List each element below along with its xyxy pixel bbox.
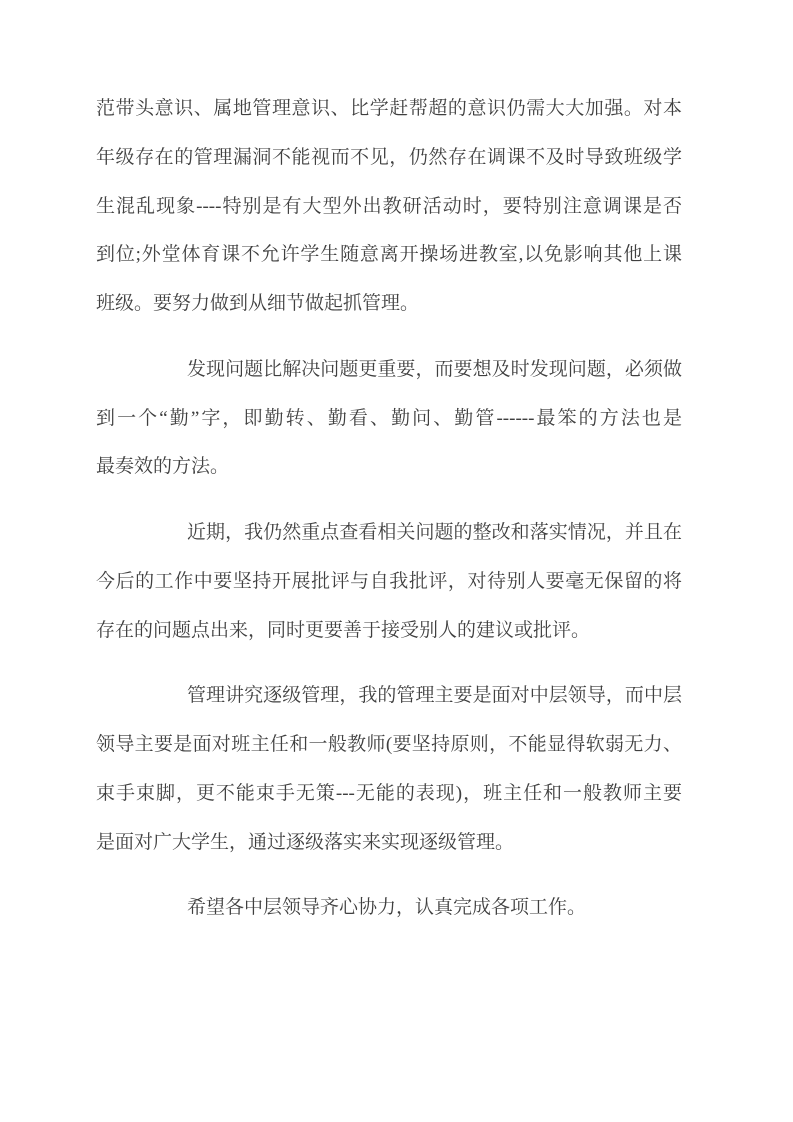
text-line: 是面对广大学生，通过逐级落实来实现逐级管理。: [96, 831, 515, 853]
text-line: 最奏效的方法。: [96, 456, 230, 478]
text-line: 班级。要努力做到从细节做起抓管理。: [96, 293, 420, 314]
text-line: 生混乱现象----特别是有大型外出教研活动时，要特别注意调课是否: [96, 195, 682, 217]
text-line: 今后的工作中要坚持开展批评与自我批评，对待别人要毫无保留的将: [96, 570, 682, 592]
text-line: 到一个“勤”字，即勤转、勤看、勤问、勤管------最笨的方法也是: [96, 407, 682, 429]
document-body: [96, 85, 682, 950]
paragraph-2: [96, 346, 682, 492]
text-line: 束手束脚，更不能束手无策---无能的表现)，班主任和一般教师主要: [96, 782, 682, 804]
text-line: 近期，我仍然重点查看相关问题的整改和落实情况，并且在: [187, 522, 682, 543]
text-line: 范带头意识、属地管理意识、比学赶帮超的意识仍需大大加强。对本: [96, 98, 682, 119]
text-line: 希望各中层领导齐心协力，认真完成各项工作。: [187, 897, 587, 919]
text-line: 领导主要是面对班主任和一般教师(要坚持原则，不能显得软弱无力、: [96, 734, 682, 755]
paragraph-5: [96, 884, 682, 933]
paragraph-3: [96, 509, 682, 655]
paragraph-1: [96, 85, 682, 329]
text-line: 年级存在的管理漏洞不能视而不见，仍然存在调课不及时导致班级学: [96, 146, 682, 168]
text-line: 到位;外堂体育课不允许学生随意离开操场进教室,以免影响其他上课: [96, 244, 682, 266]
text-line: 发现问题比解决问题更重要，而要想及时发现问题，必须做: [187, 358, 682, 380]
text-line: 存在的问题点出来，同时更要善于接受别人的建议或批评。: [96, 619, 591, 641]
paragraph-4: [96, 672, 682, 867]
text-line: 管理讲究逐级管理，我的管理主要是面对中层领导，而中层: [187, 685, 682, 707]
